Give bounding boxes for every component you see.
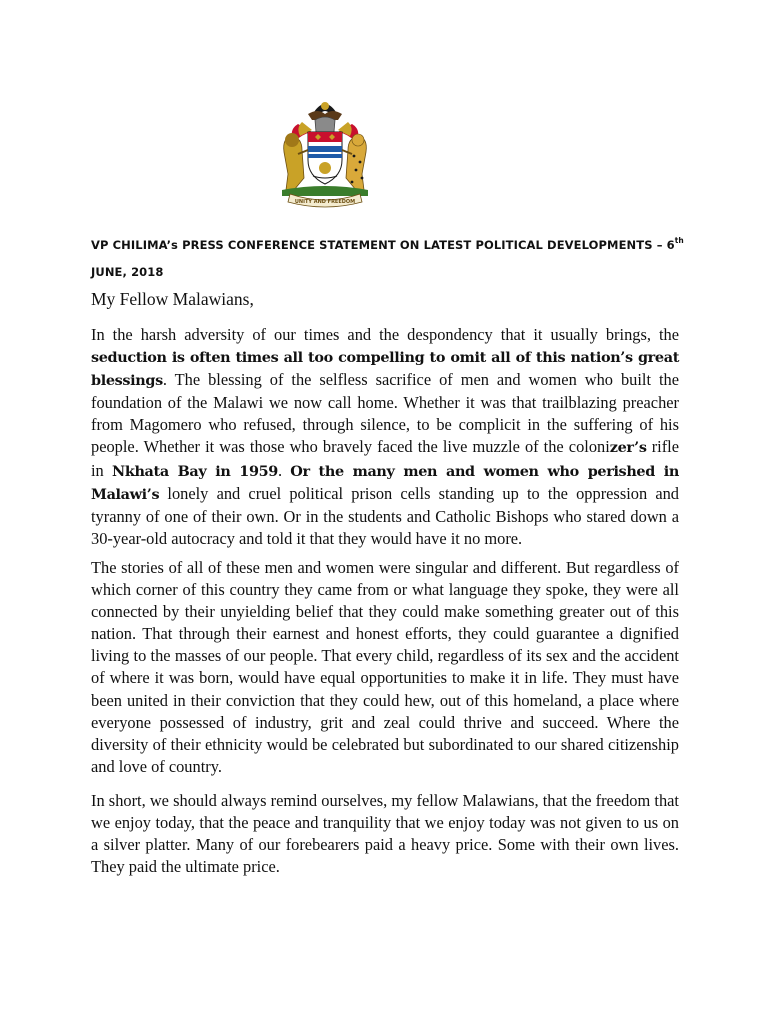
salutation: My Fellow Malawians, xyxy=(91,289,254,309)
body-paragraph xyxy=(91,324,679,550)
text-run: In short, we should always remind ourselves, my fellow Malawians, that the freedom that we enjoy today, that the peace and tranquility that we enjoy today was not given to us on a silver platter. Many of our forebearers paid a heavy price. Some with their own lives. They paid the ultimate price. xyxy=(91,791,679,877)
heading-date: JUNE, 2018 xyxy=(91,264,164,279)
svg-text:UNITY AND FREEDOM: UNITY AND FREEDOM xyxy=(294,199,356,205)
text-run: In the harsh adversity of our times and the despondency that it usually brings, the xyxy=(91,325,679,344)
shield-icon xyxy=(308,132,342,184)
leopard-supporter-icon xyxy=(342,134,366,190)
heading-ordinal-suffix: th xyxy=(674,236,684,245)
text-run: The stories of all of these men and women were singular and different. But regardless of which corner of this country they came from or what language they spoke, they were all connected by their unyielding belief that they could make something greater out of this nation. That through their earnest and honest efforts, they could guarantee a dignified living to the masses of our people. That every child, regardless of its sex and the accident of where it was born, would have equal opportunities to make it in life. They must have been united in their conviction that they could hew, out of this homeland, a place where everyone possessed of industry, grit and zeal could thrive and succeed. Where the diversity of their ethnicity would be celebrated but subordinated to our shared citizenship and love of country. xyxy=(91,558,679,776)
bold-text-run: seduction is often times all too compelling to omit all of this nation’s great blessings xyxy=(91,349,679,390)
body-paragraph xyxy=(91,790,679,878)
bold-text-run: Nkhata Bay in 1959 xyxy=(112,462,278,480)
text-run: . The blessing of the selfless sacrifice of men and women who built the foundation of the Malawi we now call home. Whether it was that trailblazing preacher from Magomero who refused, through silence, to be complicit in the suffering of his people. Whether it was those who bravely faced the live muzzle of the coloni xyxy=(91,370,679,457)
body-paragraph xyxy=(91,557,679,778)
heading-text: VP CHILIMA’s PRESS CONFERENCE STATEMENT ON LATEST POLITICAL DEVELOPMENTS – 6 xyxy=(91,237,675,252)
bold-text-run: zer’s xyxy=(609,439,647,457)
text-run: lonely and cruel political prison cells standing up to the oppression and tyranny of one of their own. Or in the students and Catholic Bishops who stared down a 30-year-old autocracy and told it that they would have it no more. xyxy=(91,483,679,548)
text-run: . xyxy=(277,460,291,480)
lion-supporter-icon xyxy=(284,133,308,190)
malawi-coat-of-arms-emblem xyxy=(268,94,382,210)
text-run: rifle in xyxy=(91,437,679,480)
statement-heading xyxy=(91,228,691,286)
bold-text-run: Or the many men and women who perished in Malawi’s xyxy=(91,462,679,503)
